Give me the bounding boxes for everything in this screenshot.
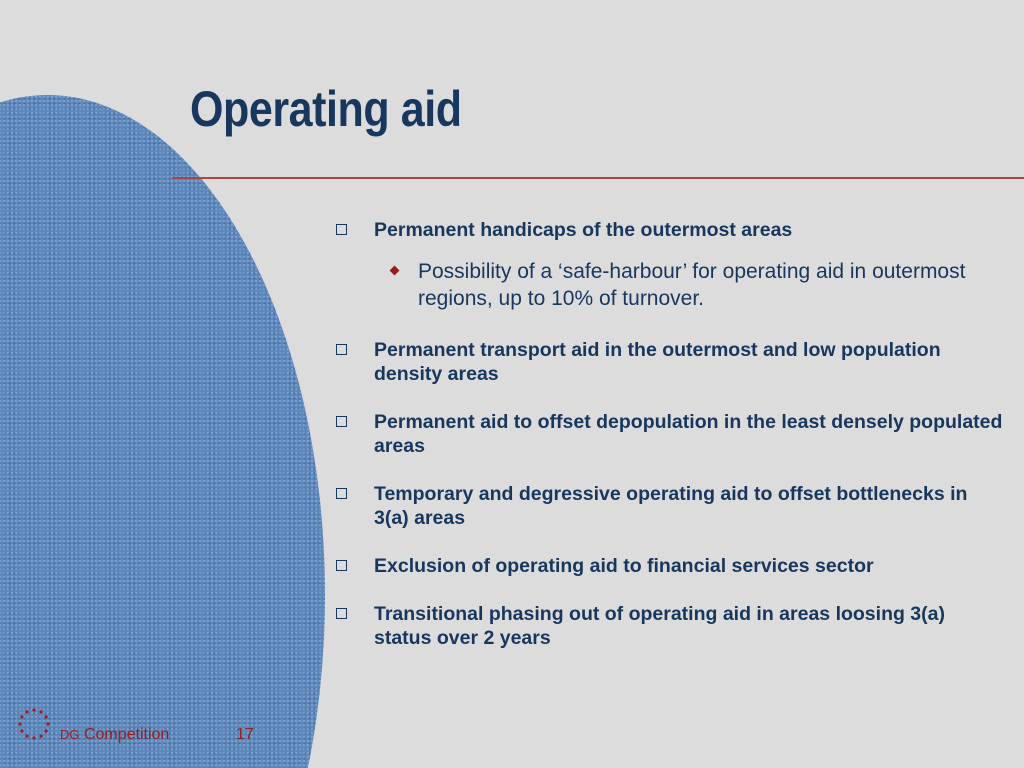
bullet-item xyxy=(334,338,1004,386)
hollow-square-bullet-icon xyxy=(336,224,347,235)
bullet-text: Permanent transport aid in the outermost and low population density areas xyxy=(374,339,941,385)
eu-stars-icon xyxy=(17,707,51,741)
hollow-square-bullet-icon xyxy=(336,416,347,427)
bullet-text: Temporary and degressive operating aid to offset bottlenecks in 3(a) areas xyxy=(374,483,968,529)
sub-bullet-item xyxy=(378,258,1004,312)
bullet-item xyxy=(334,218,1004,242)
hollow-square-bullet-icon xyxy=(336,344,347,355)
title-divider xyxy=(172,177,1024,179)
bullet-list xyxy=(334,218,1004,674)
decorative-blue-shape xyxy=(0,95,325,768)
hollow-square-bullet-icon xyxy=(336,488,347,499)
page-number: 17 xyxy=(236,726,254,743)
bullet-text: Transitional phasing out of operating aid in areas loosing 3(a) status over 2 years xyxy=(374,603,945,649)
bullet-item xyxy=(334,602,1004,650)
footer-org: Competition xyxy=(83,726,170,743)
bullet-text: Permanent handicaps of the outermost areas xyxy=(374,219,793,241)
hollow-square-bullet-icon xyxy=(336,560,347,571)
bullet-item xyxy=(334,410,1004,458)
footer-org-label xyxy=(60,726,169,744)
bullet-text: Permanent aid to offset depopulation in the least densely populated areas xyxy=(374,411,1003,457)
diamond-bullet-icon xyxy=(390,266,400,276)
bullet-text: Exclusion of operating aid to financial services sector xyxy=(374,555,874,577)
sub-bullet-text: Possibility of a ‘safe-harbour’ for operating aid in outermost regions, up to 10% of turnover. xyxy=(418,260,966,310)
bullet-item xyxy=(334,482,1004,530)
footer-dg: DG xyxy=(60,727,80,742)
slide-title: Operating aid xyxy=(190,81,462,137)
bullet-item xyxy=(334,554,1004,578)
hollow-square-bullet-icon xyxy=(336,608,347,619)
